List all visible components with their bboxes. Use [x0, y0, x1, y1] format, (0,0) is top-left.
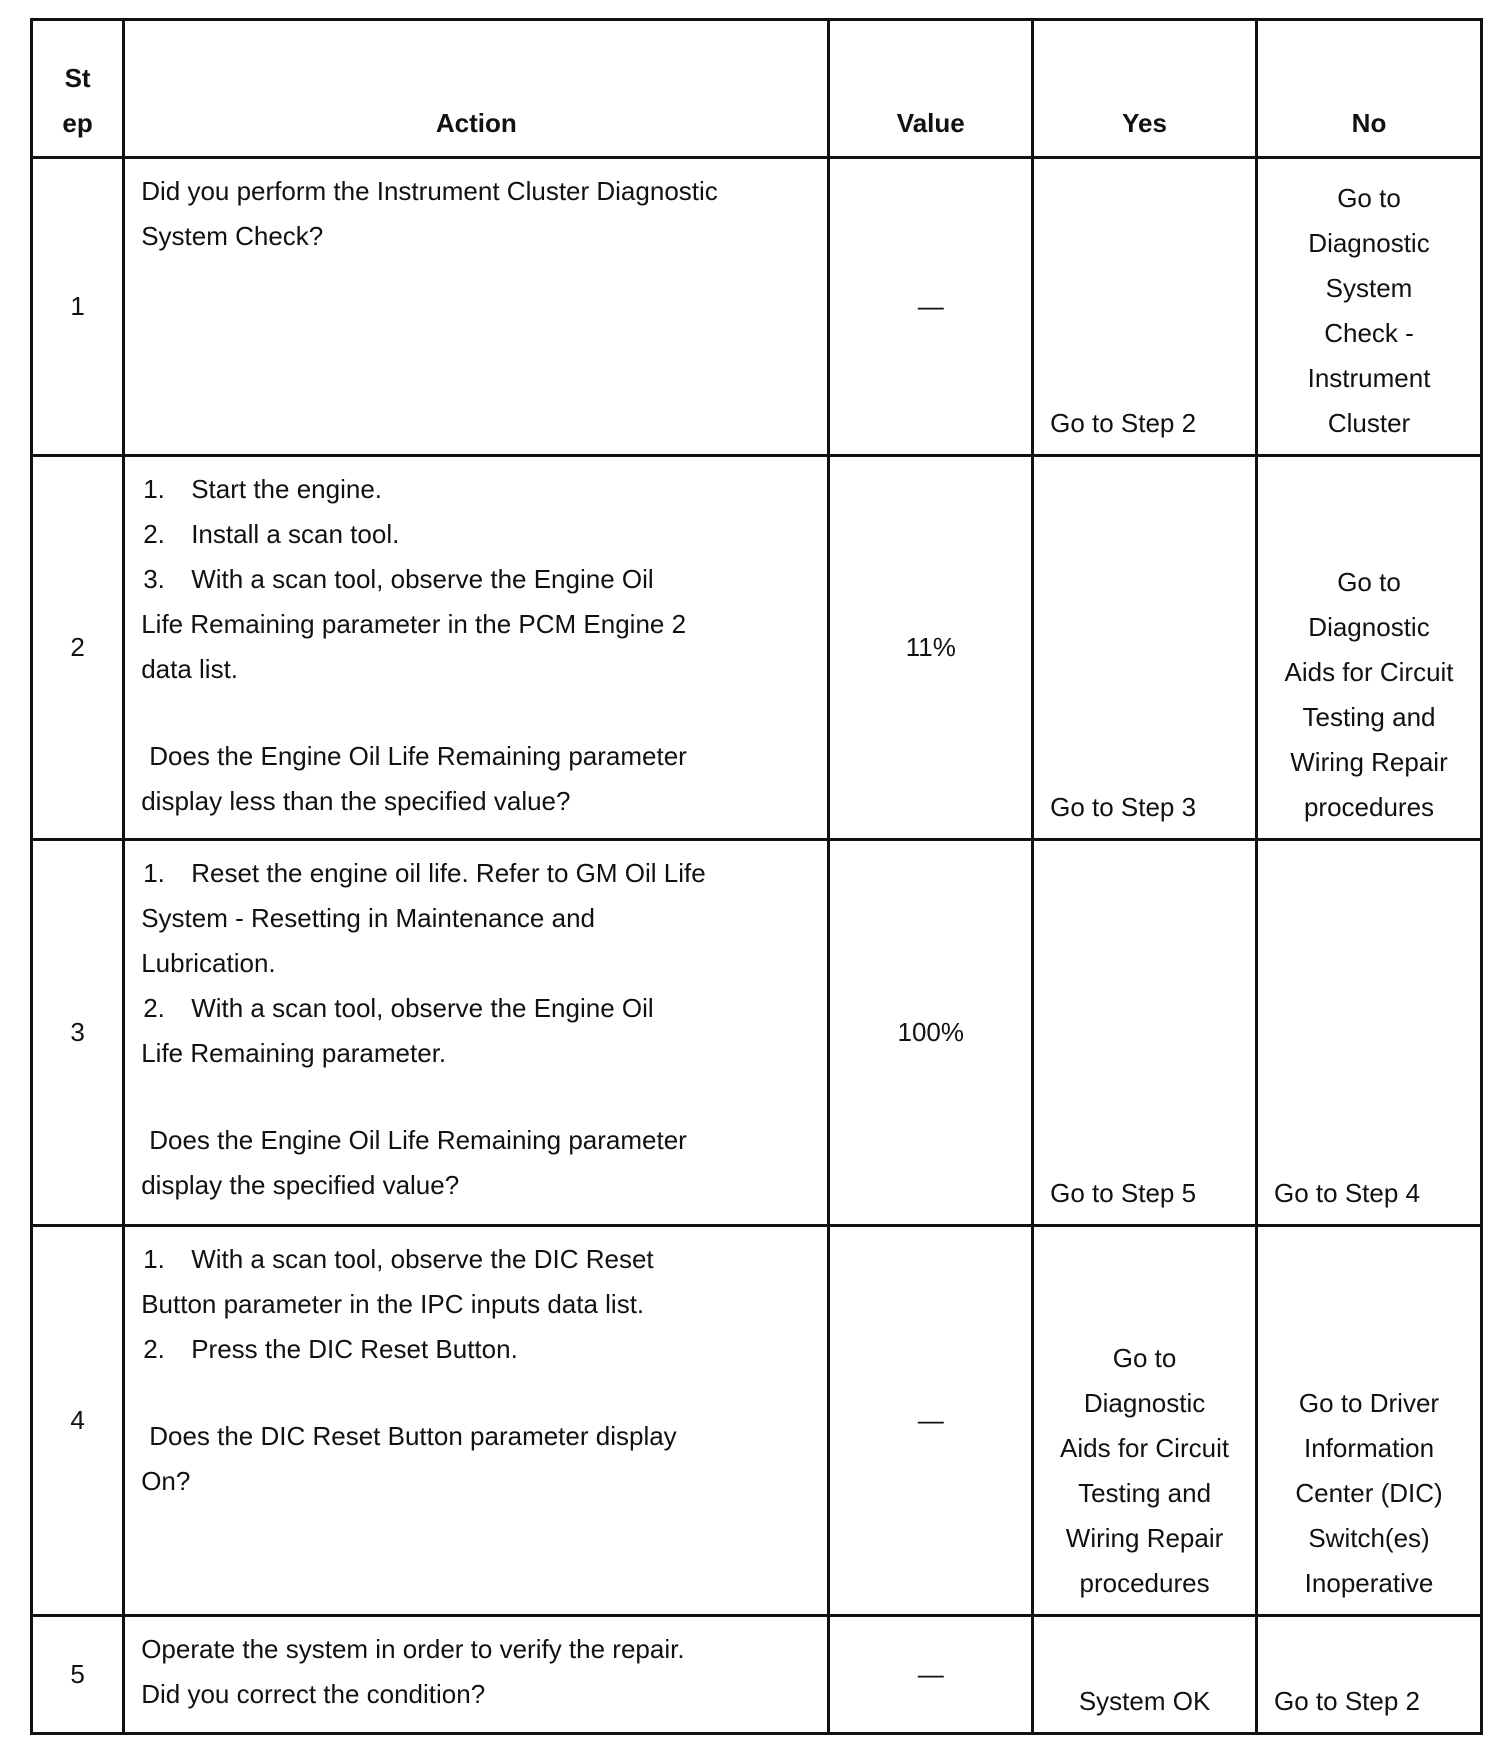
no-line: Go to Step 2	[1274, 1686, 1420, 1716]
no-line: Check -	[1324, 318, 1414, 348]
numbered-step	[141, 1237, 813, 1282]
yes-line: System OK	[1078, 1686, 1211, 1716]
yes-line: Aids for Circuit	[1060, 1433, 1230, 1463]
yes-line: Go to	[1112, 1343, 1177, 1373]
value-cell: —	[829, 158, 1033, 456]
action-line: Life Remaining parameter in the PCM Engine 2	[141, 609, 687, 639]
question-line: display less than the specified value?	[141, 786, 571, 816]
yes-line: Diagnostic	[1083, 1388, 1206, 1418]
action-line: Life Remaining parameter.	[141, 1038, 447, 1068]
numbered-step	[141, 851, 813, 896]
numbered-step	[141, 467, 813, 512]
step-number: 5	[32, 1616, 124, 1734]
yes-cell	[1033, 456, 1257, 840]
spacer	[141, 692, 813, 734]
step-num: 3.	[143, 564, 165, 594]
no-line: Diagnostic	[1308, 612, 1430, 642]
step-num: 2.	[143, 519, 165, 549]
table-row	[32, 1226, 1482, 1616]
action-cell	[124, 1616, 829, 1734]
question-line: Does the DIC Reset Button parameter display	[149, 1421, 677, 1451]
step-num: 1.	[143, 474, 165, 504]
yes-line: procedures	[1079, 1568, 1210, 1598]
no-cell	[1257, 840, 1482, 1226]
no-line: Diagnostic	[1308, 228, 1430, 258]
step-text: Start the engine.	[191, 474, 383, 504]
yes-cell	[1033, 1226, 1257, 1616]
table-row	[32, 840, 1482, 1226]
no-cell	[1257, 1616, 1482, 1734]
no-cell	[1257, 158, 1482, 456]
yes-line: Go to Step 2	[1050, 408, 1197, 438]
yes-line: Wiring Repair	[1065, 1523, 1224, 1553]
header-row	[32, 20, 1482, 158]
question-line: On?	[141, 1466, 191, 1496]
table-row	[32, 456, 1482, 840]
yes-cell	[1033, 840, 1257, 1226]
action-line: Did you correct the condition?	[141, 1679, 486, 1709]
no-line: Go to	[1337, 183, 1401, 213]
yes-line: Go to Step 3	[1050, 792, 1197, 822]
yes-line: Go to Step 5	[1050, 1178, 1197, 1208]
numbered-step	[141, 557, 813, 602]
no-line: Information	[1303, 1433, 1435, 1463]
no-line: Go to Step 4	[1274, 1178, 1420, 1208]
step-num: 2.	[143, 1334, 165, 1364]
step-number: 1	[32, 158, 124, 456]
header-yes: Yes	[1033, 20, 1257, 158]
header-step	[32, 20, 124, 158]
yes-cell	[1033, 1616, 1257, 1734]
no-line: Go to Driver	[1298, 1388, 1440, 1418]
header-action: Action	[124, 20, 829, 158]
step-text: Reset the engine oil life. Refer to GM Oil Life	[191, 858, 706, 888]
action-cell	[124, 840, 829, 1226]
no-line: Aids for Circuit	[1284, 657, 1454, 687]
step-num: 1.	[143, 858, 165, 888]
action-cell	[124, 456, 829, 840]
no-line: Wiring Repair	[1290, 747, 1448, 777]
question-line: Does the Engine Oil Life Remaining parameter	[149, 741, 687, 771]
table-row	[32, 158, 1482, 456]
no-line: procedures	[1303, 792, 1435, 822]
action-line: System - Resetting in Maintenance and	[141, 903, 595, 933]
action-line: data list.	[141, 654, 239, 684]
no-line: Switch(es)	[1308, 1523, 1430, 1553]
numbered-step	[141, 1327, 813, 1372]
no-cell	[1257, 1226, 1482, 1616]
numbered-step	[141, 986, 813, 1031]
header-step-label: St ep	[62, 63, 93, 138]
value-cell: 11%	[829, 456, 1033, 840]
no-line: Center (DIC)	[1295, 1478, 1443, 1508]
numbered-step	[141, 512, 813, 557]
action-line: System Check?	[141, 221, 324, 251]
step-text: Press the DIC Reset Button.	[191, 1334, 518, 1364]
no-cell	[1257, 456, 1482, 840]
no-line: System	[1325, 273, 1413, 303]
action-line: Did you perform the Instrument Cluster Diagnostic	[141, 176, 718, 206]
step-text: With a scan tool, observe the Engine Oil	[191, 993, 654, 1023]
table-row	[32, 1616, 1482, 1734]
action-line: Button parameter in the IPC inputs data list.	[141, 1289, 645, 1319]
step-num: 1.	[143, 1244, 165, 1274]
value-cell: 100%	[829, 840, 1033, 1226]
yes-line: Testing and	[1078, 1478, 1212, 1508]
no-line: Go to	[1337, 567, 1401, 597]
step-number: 2	[32, 456, 124, 840]
value-cell: —	[829, 1226, 1033, 1616]
value-cell: —	[829, 1616, 1033, 1734]
step-num: 2.	[143, 993, 165, 1023]
header-no: No	[1257, 20, 1482, 158]
no-line: Cluster	[1327, 408, 1411, 438]
step-text: With a scan tool, observe the DIC Reset	[191, 1244, 654, 1274]
question-line: display the specified value?	[141, 1170, 460, 1200]
question-line: Does the Engine Oil Life Remaining parameter	[149, 1125, 687, 1155]
action-cell	[124, 1226, 829, 1616]
diagnostic-table	[30, 18, 1483, 1735]
no-line: Instrument	[1307, 363, 1431, 393]
action-cell	[124, 158, 829, 456]
no-line: Inoperative	[1304, 1568, 1434, 1598]
spacer	[141, 1076, 813, 1118]
step-text: Install a scan tool.	[191, 519, 400, 549]
step-text: With a scan tool, observe the Engine Oil	[191, 564, 654, 594]
action-line: Lubrication.	[141, 948, 276, 978]
yes-cell	[1033, 158, 1257, 456]
step-number: 3	[32, 840, 124, 1226]
header-value: Value	[829, 20, 1033, 158]
spacer	[141, 1372, 813, 1414]
no-line: Testing and	[1302, 702, 1436, 732]
action-line: Operate the system in order to verify the repair.	[141, 1634, 685, 1664]
step-number: 4	[32, 1226, 124, 1616]
